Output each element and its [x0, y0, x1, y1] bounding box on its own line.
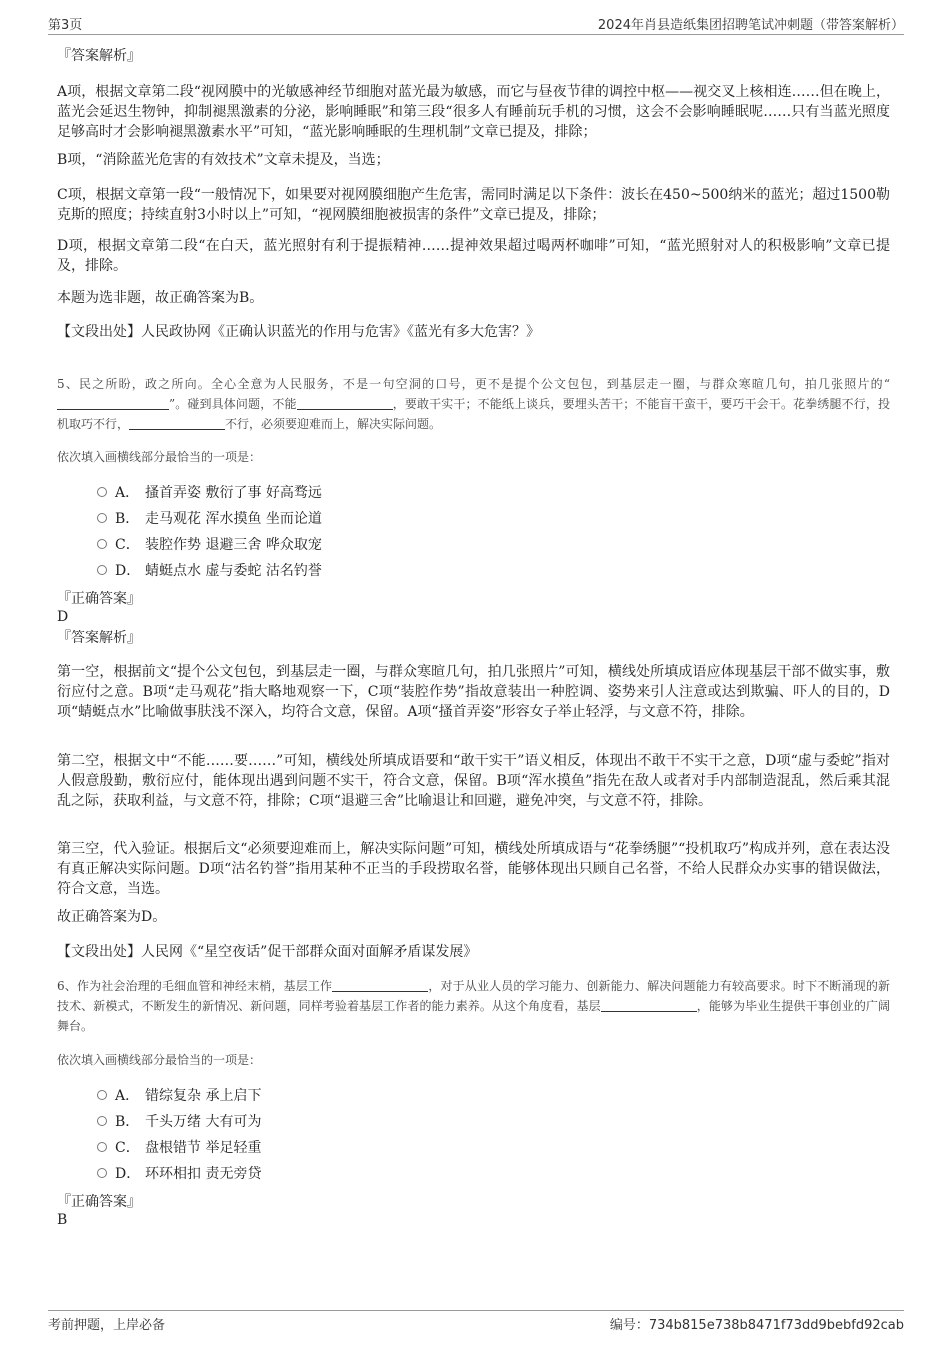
- q6-answer-label: 『正确答案』: [57, 1194, 141, 1210]
- q5-option-d[interactable]: D． 蜻蜓点水 虚与委蛇 沽名钓誉: [97, 561, 322, 581]
- blank-3: [129, 415, 225, 430]
- radio-icon[interactable]: [97, 513, 107, 523]
- q5-source: 【文段出处】人民网《“星空夜话”促干部群众面对面解矛盾谋发展》: [57, 944, 478, 960]
- blank-1: [332, 977, 428, 992]
- radio-icon[interactable]: [97, 1116, 107, 1126]
- radio-icon[interactable]: [97, 565, 107, 575]
- q5-option-c[interactable]: C． 装腔作势 退避三舍 哗众取宠: [97, 535, 322, 555]
- radio-icon[interactable]: [97, 487, 107, 497]
- q5-analysis-label: 『答案解析』: [57, 630, 141, 646]
- q5-analysis-1: 第一空，根据前文“提个公文包包，到基层走一圈，与群众寒暄几句，拍几张照片”可知，横线处所填成语应体现基层干部不做实事，敷衍应付之意。B项“走马观花”指大略地观察一下，C项“装腔作势”指故意装出一种腔调、姿势来引人注意或达到欺骗、吓人的目的，D项“蜻蜓点水”比喻做事肤浅不深入，均符合文意，保留。A项“搔首弄姿”形容女子举止轻浮，与文意不符，排除。: [57, 664, 890, 720]
- page-header: [48, 12, 904, 35]
- q5-option-b[interactable]: B． 走马观花 浑水摸鱼 坐而论道: [97, 509, 322, 529]
- blank-1: [57, 395, 169, 410]
- q5-stem: 5、民之所盼，政之所向。全心全意为人民服务，不是一句空洞的口号，更不是提个公文包包，到基层走一圈，与群众寒暄几句，拍几张照片的“”。碰到具体问题，不能 ，要敢干实干；不能纸上谈兵，要埋头苦干；不能盲干蛮干，要巧干会干。花拳绣腿不行，投机取巧不行， 不行，必须要迎难而上，解决实际问题。: [57, 377, 890, 431]
- q4-analysis-d: D项，根据文章第二段“在白天，蓝光照射有利于提振精神……提神效果超过喝两杯咖啡”可知，“蓝光照射对人的积极影响”文章已提及，排除。: [57, 238, 890, 274]
- blank-2: [601, 997, 697, 1012]
- footer-slogan: 考前押题，上岸必备: [48, 1318, 166, 1333]
- page-number: 第3页: [48, 18, 83, 33]
- q4-conclusion: 本题为选非题，故正确答案为B。: [57, 290, 264, 306]
- q5-analysis-3: 第三空，代入验证。根据后文“必须要迎难而上，解决实际问题”可知，横线处所填成语与“花拳绣腿”“投机取巧”构成并列，意在表达没有真正解决实际问题。D项“沽名钓誉”指用某种不正当的手段捞取名誉，能够体现出只顾自己名誉，不给人民群众办实事的错误做法，符合文意，当选。: [57, 841, 890, 897]
- q6-prompt: 依次填入画横线部分最恰当的一项是：: [57, 1053, 262, 1067]
- footer-code: 编号：734b815e738b8471f73dd9bebfd92cab: [609, 1318, 904, 1333]
- q5-option-a[interactable]: A． 搔首弄姿 敷衍了事 好高骛远: [97, 483, 322, 503]
- page-footer: [48, 1310, 904, 1333]
- q4-source: 【文段出处】人民政协网《正确认识蓝光的作用与危害》《蓝光有多大危害？》: [57, 324, 540, 340]
- radio-icon[interactable]: [97, 1090, 107, 1100]
- q4-analysis-label: 『答案解析』: [57, 48, 141, 64]
- q6-option-c[interactable]: C． 盘根错节 举足轻重: [97, 1138, 261, 1158]
- radio-icon[interactable]: [97, 539, 107, 549]
- document-title: 2024年肖县造纸集团招聘笔试冲刺题（带答案解析）: [597, 18, 904, 33]
- q5-answer: D: [57, 609, 69, 625]
- q5-answer-label: 『正确答案』: [57, 591, 141, 607]
- radio-icon[interactable]: [97, 1142, 107, 1152]
- q6-option-b[interactable]: B． 千头万绪 大有可为: [97, 1112, 261, 1132]
- blank-2: [297, 395, 393, 410]
- q4-analysis-b: B项，“消除蓝光危害的有效技术”文章未提及，当选；: [57, 152, 390, 168]
- q4-analysis-c: C项，根据文章第一段“一般情况下，如果要对视网膜细胞产生危害，需同时满足以下条件：波长在450~500纳米的蓝光；超过1500勒克斯的照度；持续直射3小时以上”可知，“视网膜细胞被损害的条件”文章已提及，排除；: [57, 187, 890, 223]
- q5-analysis-2: 第二空，根据文中“不能……要……”可知，横线处所填成语要和“敢干实干”语义相反，体现出不敢干不实干之意，D项“虚与委蛇”指对人假意殷勤，敷衍应付，能体现出遇到问题不实干，符合文意，保留。B项“浑水摸鱼”指先在敌人或者对手内部制造混乱，然后乘其混乱之际，获取利益，与文意不符，排除；C项“退避三舍”比喻退让和回避，避免冲突，与文意不符，排除。: [57, 753, 890, 809]
- q6-stem: 6、作为社会治理的毛细血管和神经末梢，基层工作 ，对于从业人员的学习能力、创新能力、解决问题能力有较高要求。时下不断涌现的新技术、新模式，不断发生的新情况、新问题，同样考验着基层工作者的能力素养。从这个角度看，基层 ，能够为毕业生提供干事创业的广阔舞台。: [57, 979, 890, 1033]
- q6-option-a[interactable]: A． 错综复杂 承上启下: [97, 1086, 261, 1106]
- q5-prompt: 依次填入画横线部分最恰当的一项是：: [57, 450, 262, 464]
- radio-icon[interactable]: [97, 1168, 107, 1178]
- q4-analysis-a: A项，根据文章第二段“视网膜中的光敏感神经节细胞对蓝光最为敏感，而它与昼夜节律的调控中枢——视交叉上核相连……但在晚上，蓝光会延迟生物钟，抑制褪黑激素的分泌，影响睡眠”和第三段“很多人有睡前玩手机的习惯，这会不会影响睡眠呢……只有当蓝光照度足够高时才会影响褪黑激素水平”可知，“蓝光影响睡眠的生理机制”文章已提及，排除；: [57, 84, 890, 140]
- q6-option-d[interactable]: D． 环环相扣 责无旁贷: [97, 1164, 261, 1184]
- q5-conclusion: 故正确答案为D。: [57, 909, 167, 925]
- q6-answer: B: [57, 1212, 68, 1228]
